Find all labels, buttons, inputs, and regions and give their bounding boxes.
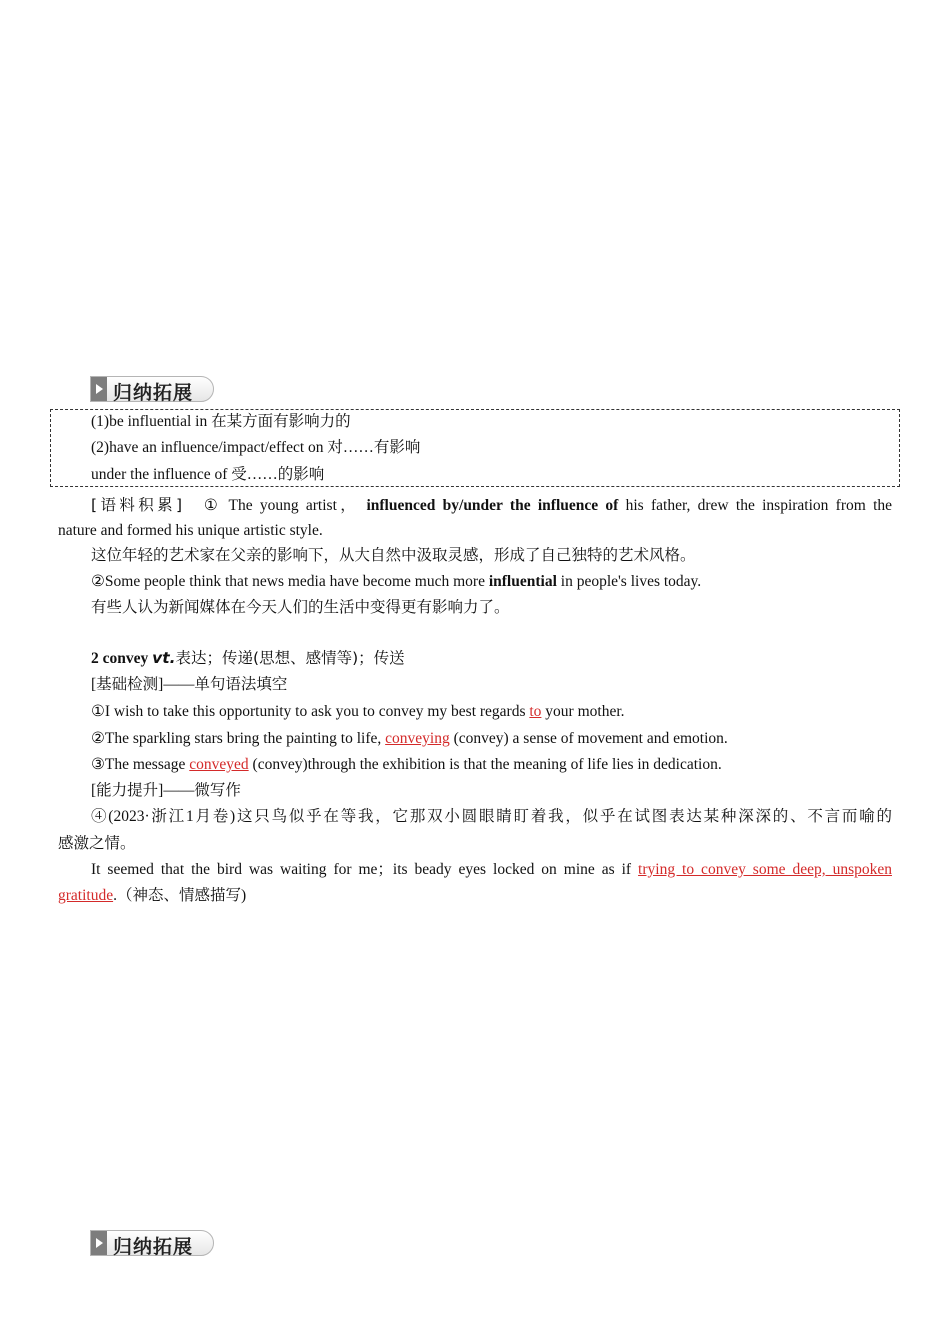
word-heading: [91, 647, 405, 670]
corpus-label: [语料积累]: [91, 496, 183, 514]
q2-answer: conveying: [385, 730, 450, 747]
q3-pre: ③The message: [91, 756, 190, 773]
word-pos: vt.: [152, 649, 176, 667]
q4-answer-part-1: trying to convey some deep, unspoken: [638, 861, 892, 878]
question-4-cn-cont: 感激之情。: [58, 835, 136, 852]
example-1-text-pre: The young artist，: [228, 497, 360, 514]
word-meaning: 表达；传递(思想、感情等)；传送: [175, 649, 405, 667]
q2-post: (convey) a sense of movement and emotion.: [449, 730, 728, 747]
basic-check-label: [基础检测]——单句语法填空: [91, 676, 288, 693]
play-triangle-icon: [91, 377, 107, 401]
q4-en-pre: It seemed that the bird was waiting for me；its beady eyes locked on mine as if: [91, 861, 639, 878]
example-2-post: in people's lives today.: [556, 573, 702, 590]
question-4-en-cont: [58, 885, 246, 907]
q1-pre: ①I wish to take this opportunity to ask you to convey my best regards: [91, 703, 530, 720]
summary-badge-label: 归纳拓展: [113, 1236, 194, 1258]
phrase-line-3: under the influence of 受……的影响: [91, 466, 325, 483]
word-number: 2: [91, 650, 99, 667]
q4-post: .（神态、情感描写): [113, 887, 247, 904]
summary-badge-2: [90, 1230, 214, 1256]
question-3: [91, 754, 722, 776]
word-title: convey: [102, 650, 149, 667]
example-2-pre: ②Some people think that news media have become much more: [91, 573, 489, 590]
question-1: [91, 701, 625, 723]
play-triangle-icon: [91, 1231, 107, 1255]
example-number: ①: [203, 497, 222, 514]
q1-answer: to: [529, 703, 542, 720]
q3-answer: conveyed: [189, 756, 249, 773]
summary-badge-1: [90, 376, 214, 402]
ability-label: [能力提升]——微写作: [91, 782, 241, 799]
q4-answer-part-2: gratitude: [58, 887, 114, 904]
example-2-keyword: influential: [488, 573, 557, 590]
example-1-text-post: his father, drew the inspiration from the: [625, 497, 893, 514]
question-4-cn: ④(2023·浙江1月卷)这只鸟似乎在等我，它那双小圆眼睛盯着我，似乎在试图表达某种深深的、不言而喻的: [91, 808, 892, 825]
q2-pre: ②The sparkling stars bring the painting to life,: [91, 730, 386, 747]
corpus-example-1-cont: nature and formed his unique artistic style.: [58, 522, 323, 539]
summary-badge-label: 归纳拓展: [113, 382, 194, 404]
q3-post: (convey)through the exhibition is that the meaning of life lies in dedication.: [248, 756, 722, 773]
example-1-keyword: influenced by/under the influence of: [366, 497, 619, 514]
corpus-example-2: [91, 571, 701, 593]
corpus-example-1-cn: 这位年轻的艺术家在父亲的影响下，从大自然中汲取灵感，形成了自己独特的艺术风格。: [91, 547, 696, 564]
phrase-line-1: (1)be influential in 在某方面有影响力的: [91, 413, 351, 430]
corpus-example-2-cn: 有些人认为新闻媒体在今天人们的生活中变得更有影响力了。: [91, 599, 510, 616]
phrase-line-2: (2)have an influence/impact/effect on 对……有影响: [91, 439, 421, 456]
question-2: [91, 728, 728, 750]
corpus-example-1: [91, 494, 892, 517]
q1-post: your mother.: [541, 703, 625, 720]
question-4-en: [91, 859, 892, 881]
